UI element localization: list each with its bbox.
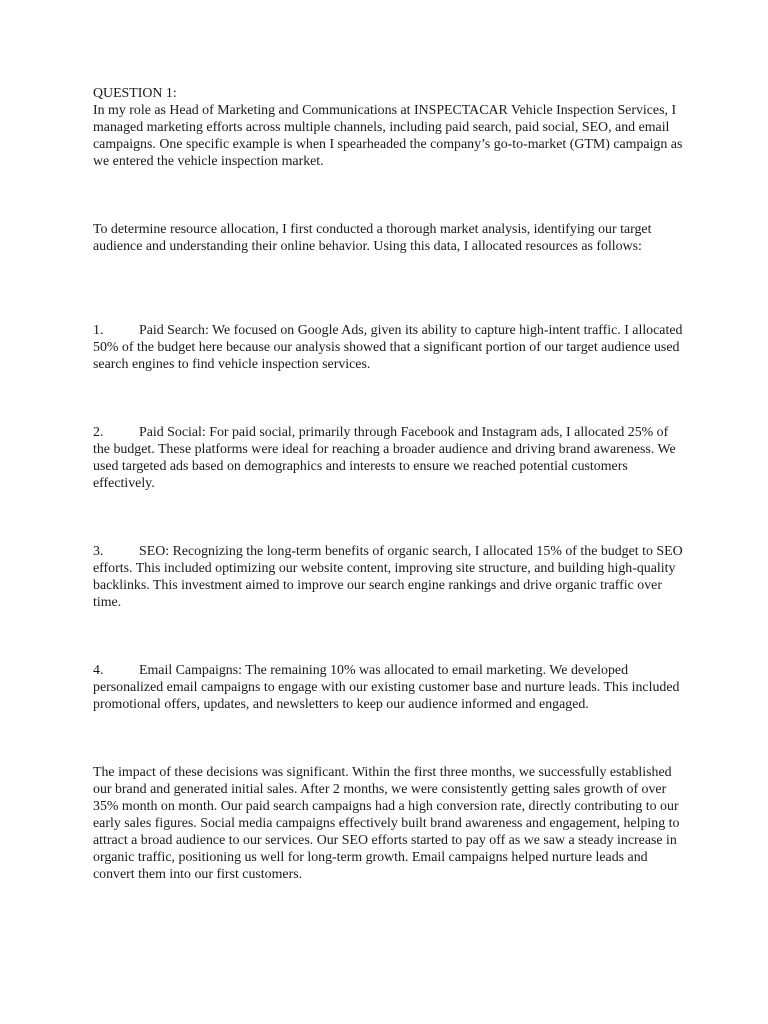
intro-text: In my role as Head of Marketing and Communications at INSPECTACAR Vehicle Inspection Services, I managed marketing efforts across multiple channels, including paid search, paid social, SEO, and email campaigns. One specific example is when I spearheaded the company’s go-to-market (GTM) campaign as we entered the vehicle inspection market. (93, 103, 683, 169)
question-heading: QUESTION 1: (93, 86, 177, 101)
list-item-text: SEO: Recognizing the long-term benefits of organic search, I allocated 15% of the budget to SEO efforts. This included optimizing our website content, improving site structure, and building high-quality backlinks. This investment aimed to improve our search engine rankings and drive organic traffic over time. (93, 544, 683, 610)
list-item-text: Paid Social: For paid social, primarily through Facebook and Instagram ads, I allocated 25% of the budget. These platforms were ideal for reaching a broader audience and driving brand awareness. We used targeted ads based on demographics and interests to ensure we reached potential customers effectively. (93, 425, 676, 491)
list-item-number: 2. (93, 425, 104, 440)
list-item-text: Paid Search: We focused on Google Ads, given its ability to capture high-intent traffic. I allocated 50% of the budget here because our analysis showed that a significant portion of our target audience used search engines to find vehicle inspection services. (93, 323, 683, 372)
list-item-paid-social (93, 424, 685, 492)
list-item-text: Email Campaigns: The remaining 10% was allocated to email marketing. We developed personalized email campaigns to engage with our existing customer base and nurture leads. This included promotional offers, updates, and newsletters to keep our audience informed and engaged. (93, 663, 680, 712)
list-item-number: 4. (93, 663, 104, 678)
list-item-number: 1. (93, 323, 104, 338)
resource-allocation-paragraph: To determine resource allocation, I first conducted a thorough market analysis, identifying our target audience and understanding their online behavior. Using this data, I allocated resources as follows: (93, 222, 652, 254)
list-item-paid-search (93, 322, 685, 373)
list-item-seo (93, 543, 685, 611)
impact-paragraph: The impact of these decisions was significant. Within the first three months, we successfully established our brand and generated initial sales. After 2 months, we were consistently getting sales growth of over 35% month on month. Our paid search campaigns had a high conversion rate, directly contributing to our early sales figures. Social media campaigns effectively built brand awareness and engagement, helping to attract a broad audience to our services. Our SEO efforts started to pay off as we saw a steady increase in organic traffic, positioning us well for long-term growth. Email campaigns helped nurture leads and convert them into our first customers. (93, 765, 680, 882)
intro-paragraph (93, 85, 685, 170)
list-item-email-campaigns (93, 662, 685, 713)
document-body (93, 85, 685, 883)
list-item-number: 3. (93, 544, 104, 559)
